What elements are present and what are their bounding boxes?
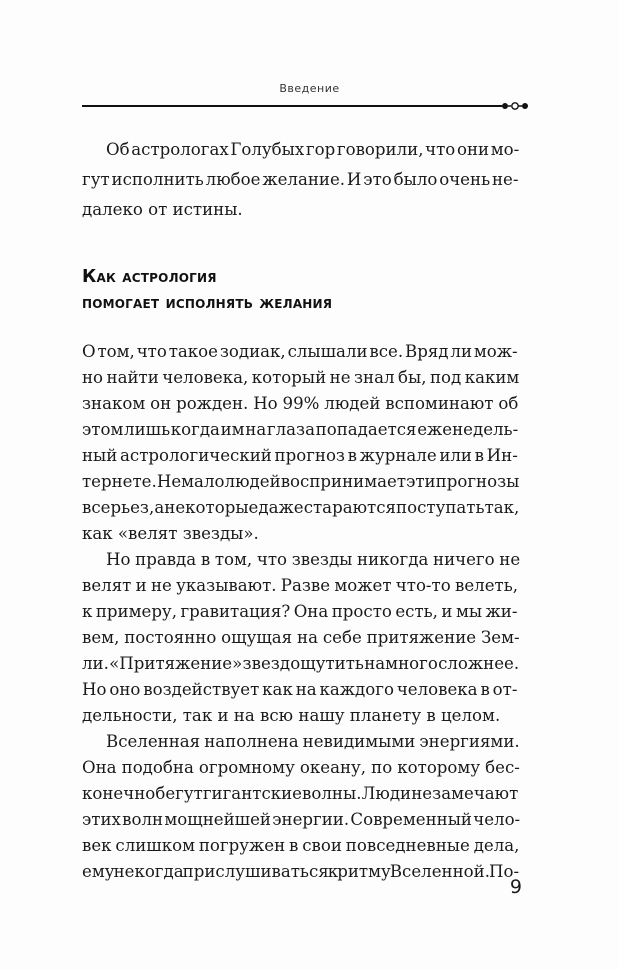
- body-line: но найти человека, который не знал бы, под каким: [82, 368, 520, 387]
- intro-line: Об астрологах Голубых гор говорили, что они мо-: [106, 140, 520, 159]
- body-line: ли. «Притяжение» звезд ощутить намного сложнее.: [82, 654, 520, 673]
- body-line: тернете. Немало людей воспринимает эти прогнозы: [82, 472, 520, 491]
- body-line: ему некогда прислушиваться к ритму Вселенной. По-: [82, 862, 520, 881]
- body-line: вем, постоянно ощущая на себе притяжение Зем-: [82, 628, 520, 647]
- body-line: велят и не указывают. Разве может что-то велеть,: [82, 576, 518, 595]
- section-heading-line: помогает исполнять желания: [82, 293, 333, 313]
- body-line: Но правда в том, что звезды никогда ничего не: [106, 550, 521, 569]
- page-number: 9: [509, 876, 522, 898]
- body-line: О том, что такое зодиак, слышали все. Вряд ли мож-: [82, 342, 518, 361]
- body-line: Вселенная наполнена невидимыми энергиями.: [106, 732, 520, 751]
- body-line: ный астрологический прогноз в журнале или в Ин-: [82, 446, 518, 465]
- body-line: век слишком погружен в свои повседневные дела,: [82, 836, 520, 855]
- body-line: знаком он рожден. Но 99% людей вспоминают об: [82, 394, 519, 413]
- running-head: Введение: [279, 82, 340, 95]
- body-line: всерьез, а некоторые даже стараются поступать так,: [82, 498, 520, 517]
- body-line: к примеру, гравитация? Она просто есть, и мы жи-: [82, 602, 518, 621]
- body-line: как «велят звезды».: [82, 524, 259, 543]
- body-line: Она подобна огромному океану, по которому бес-: [82, 758, 520, 777]
- header-rule: [82, 105, 502, 107]
- body-line: Но оно воздействует как на каждого человека в от-: [82, 680, 518, 699]
- section-heading-line: Как астрология: [82, 267, 217, 287]
- body-line: этих волн мощнейшей энергии. Современный чело-: [82, 810, 521, 829]
- header-ornament-icon: [494, 99, 544, 113]
- body-line: дельности, так и на всю нашу планету в целом.: [82, 706, 501, 725]
- intro-line: далеко от истины.: [82, 200, 243, 219]
- body-line: конечно бегут гигантские волны. Люди не замечают: [82, 784, 519, 803]
- body-line: этом лишь когда им на глаза попадается еженедель-: [82, 420, 519, 439]
- intro-line: гут исполнить любое желание. И это было очень не-: [82, 170, 519, 189]
